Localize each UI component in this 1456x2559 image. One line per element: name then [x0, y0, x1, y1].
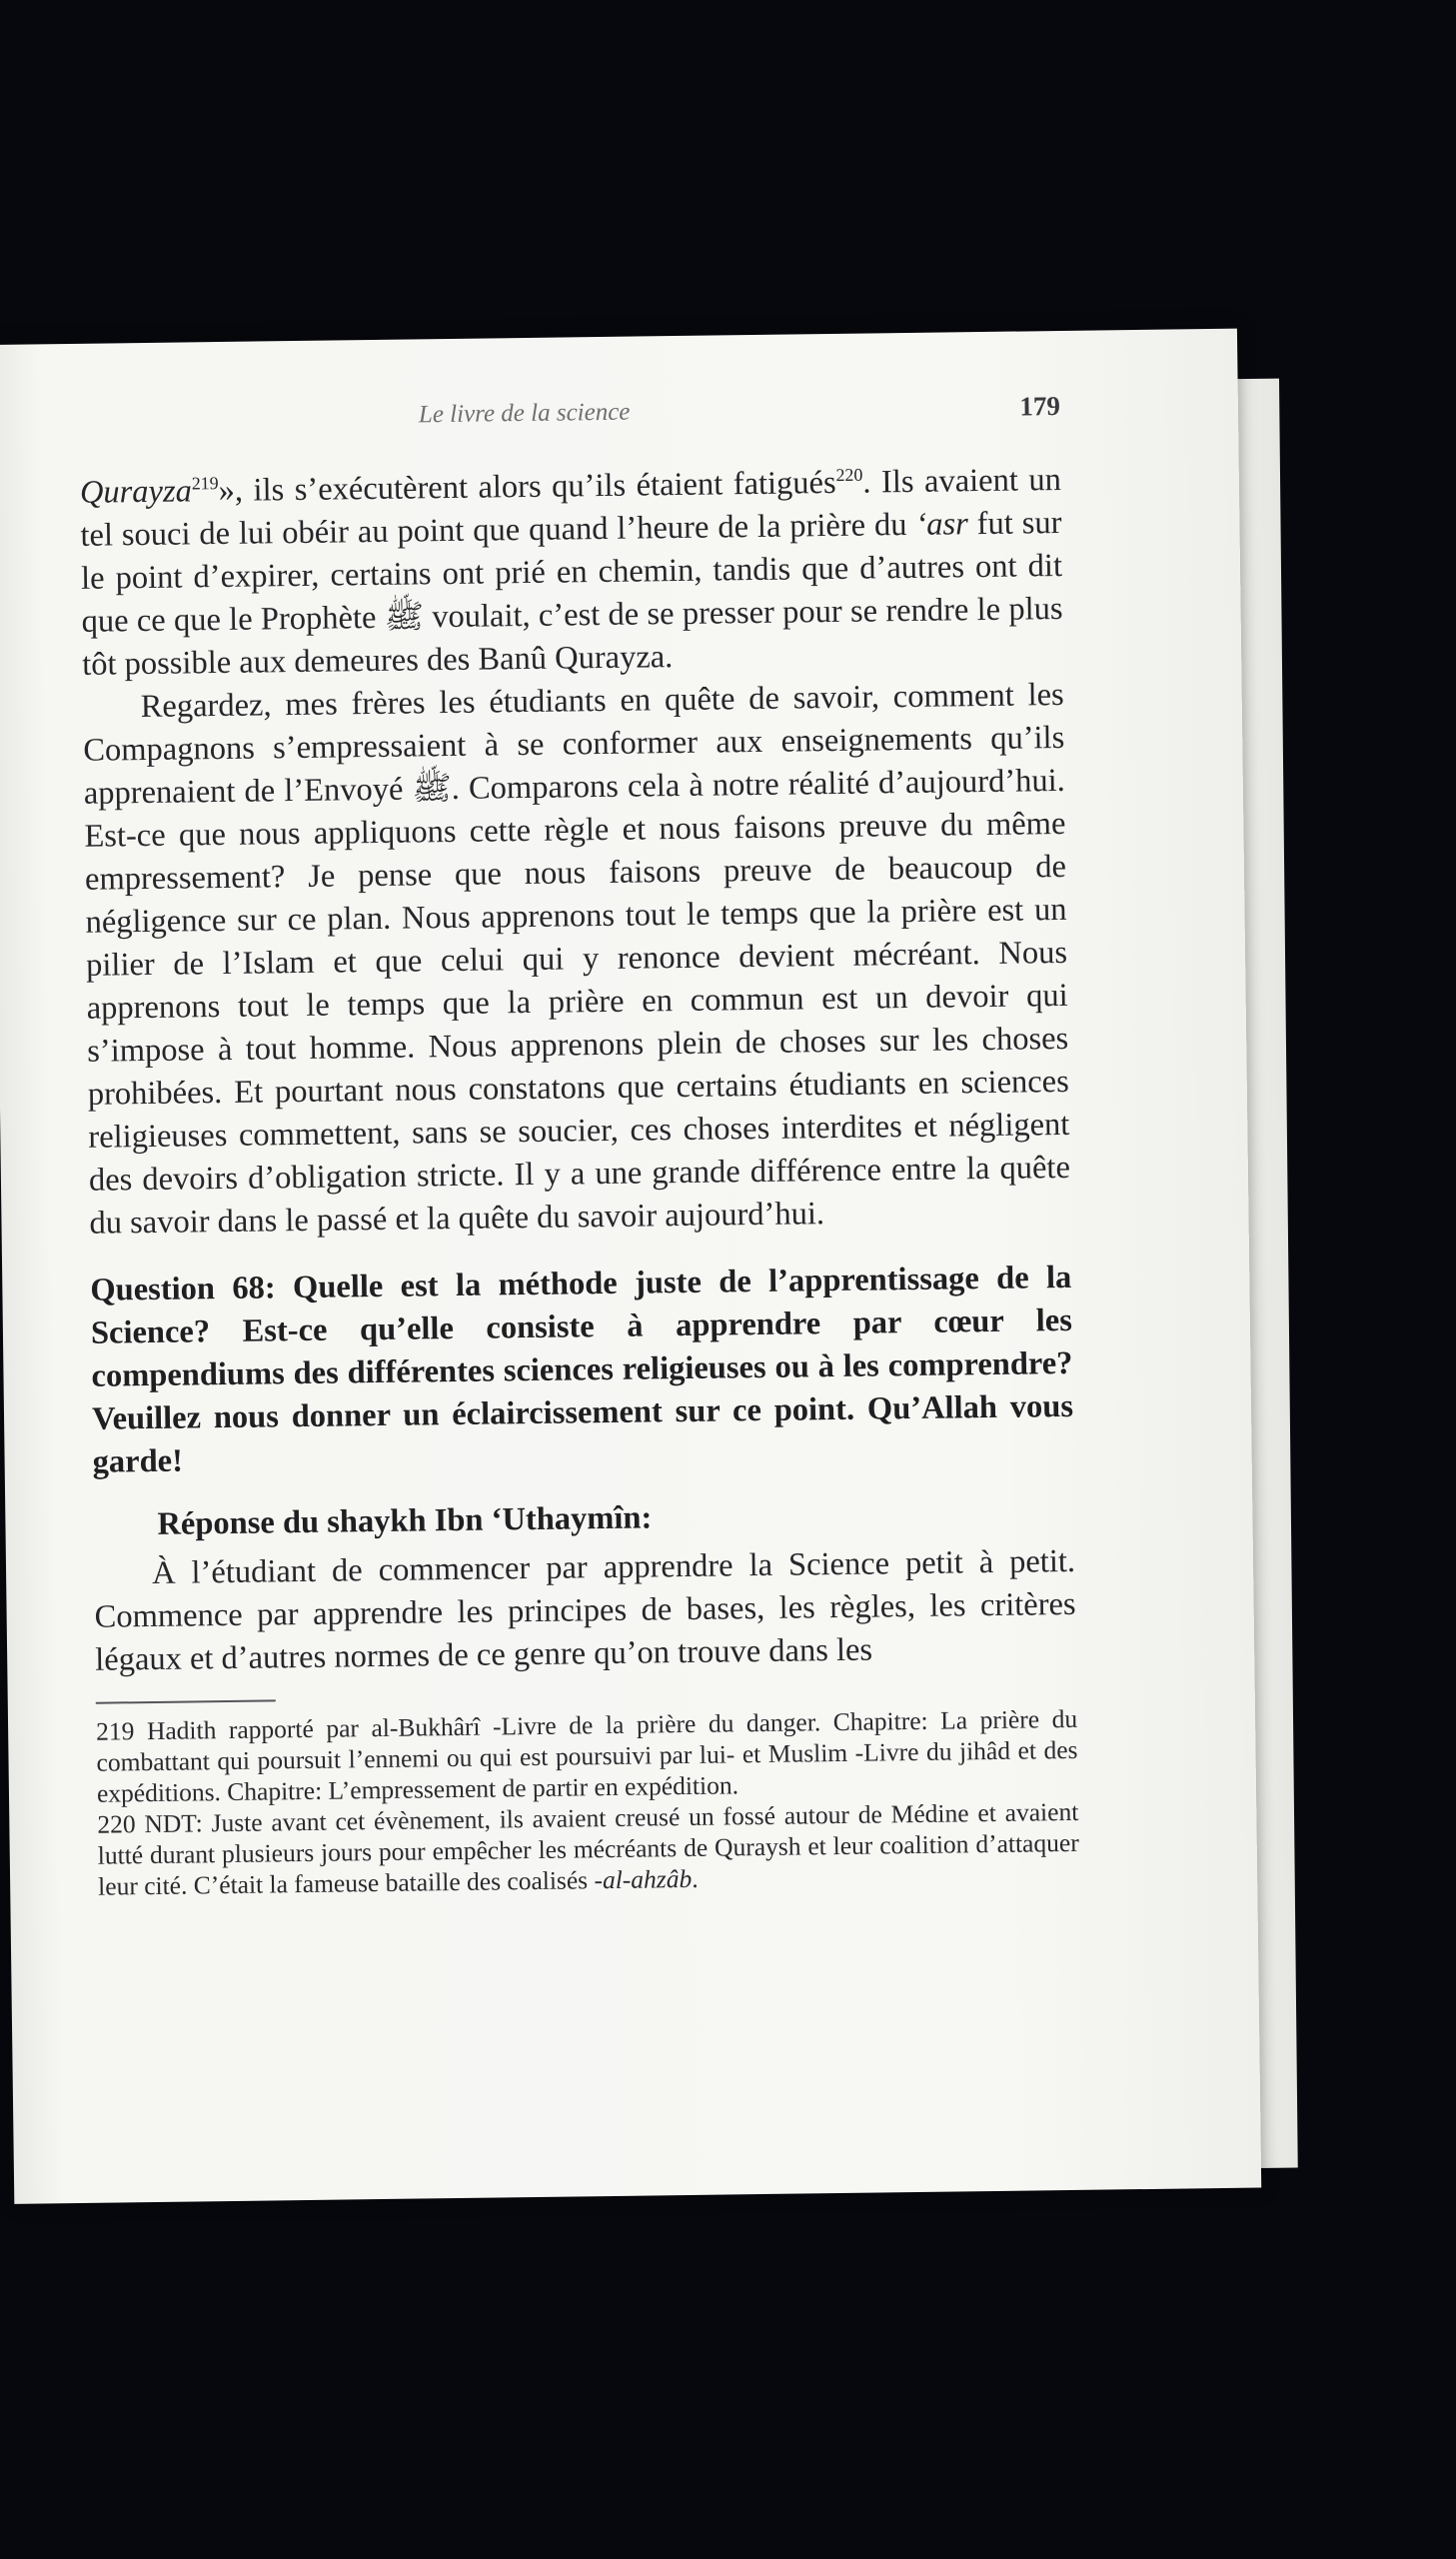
footnote-separator	[96, 1699, 276, 1703]
footnote-220-term: -al-ahzâb	[594, 1863, 693, 1895]
answer-paragraph: À l’étudiant de commencer par apprendre la Science petit à petit. Commence par apprendre les principes de bases, les règles, les critères légaux et d’autres normes de ce genre qu’on trouve dans les	[94, 1542, 1076, 1678]
paragraph-1-a: . Ils avaient un tel souci de lui obéir au point que quand l’heure de la prière du	[80, 461, 1062, 554]
footnote-ref-219: 219	[191, 473, 219, 494]
answer-heading: Réponse du shaykh Ibn ‘Uthaymîn:	[157, 1499, 653, 1542]
running-title: Le livre de la science	[418, 398, 631, 429]
paragraph-1	[80, 459, 1064, 687]
qurayza-word: Qurayza	[79, 473, 193, 511]
footnote-220-end: .	[692, 1863, 699, 1893]
paragraph-2: Regardez, mes frères les étudiants en quête de savoir, comment les Compagnons s’empressaient à se conformer aux enseignements qu’ils apprenaient de l’Envoyé ﷺ. Comparons cela à notre réalité d’aujourd’hui. Est-ce que nous appliquons cette règle et nous faisons preuve du même empressement? Je pense que nous faisons preuve de beaucoup de négligence sur ce plan. Nous apprenons tout le temps que la prière est un pilier de l’Islam et que celui qui y renonce devient mécréant. Nous apprenons tout le temps que la prière en commun est un devoir qui s’impose à tout homme. Nous apprenons plein de choses sur les choses prohibées. Et pourtant nous constatons que certains étudiants en sciences religieuses commettent, sans se soucier, ces choses interdites et négligent des devoirs d’obligation stricte. Il y a une grande différence entre la quête du savoir dans le passé et la quête du savoir aujourd’hui.	[83, 676, 1071, 1242]
footnote-219: 219 Hadith rapporté par al-Bukhârî -Livre de la prière du danger. Chapitre: La prière du combattant qui poursuit l’ennemi ou qui est poursuivi par lui- et Muslim -Livre du jihâd et des expéditions. Chapitre: L’empressement de partir en expédition.	[95, 1703, 1078, 1808]
paragraph-1-b: fut sur le point d’expirer, certains ont prié en chemin, tandis que d’autres ont dit que ce que le Prophète ﷺ voulait, c’est de se presser pour se rendre le plus tôt possible aux demeures des Banû Qurayza.	[80, 504, 1063, 683]
footnote-220	[97, 1796, 1079, 1902]
asr-word: ‘asr	[915, 506, 968, 543]
running-head	[79, 391, 1060, 444]
question-68: Question 68: Quelle est la méthode juste de l’apprentissage de la Science? Est-ce qu’elle consiste à apprendre par cœur les compendiums des différentes sciences religieuses ou à les comprendre? Veuillez nous donner un éclaircissement sur ce point. Qu’Allah vous garde!	[90, 1259, 1074, 1480]
paragraph-1-mid: », ils s’exécutèrent alors qu’ils étaient fatigués	[218, 464, 836, 510]
page-content	[79, 391, 1080, 1902]
footnote-ref-220: 220	[835, 464, 863, 486]
book-page	[0, 329, 1261, 2204]
page-number: 179	[1019, 390, 1061, 422]
footnote-220-text: 220 NDT: Juste avant cet évènement, ils avaient creusé un fossé autour de Médine et avaient lutté durant plusieurs jours pour empêcher les mécréants de Quraysh et leur coalition d’attaquer leur cité. C’était la fameuse bataille des coalisés	[97, 1796, 1079, 1901]
